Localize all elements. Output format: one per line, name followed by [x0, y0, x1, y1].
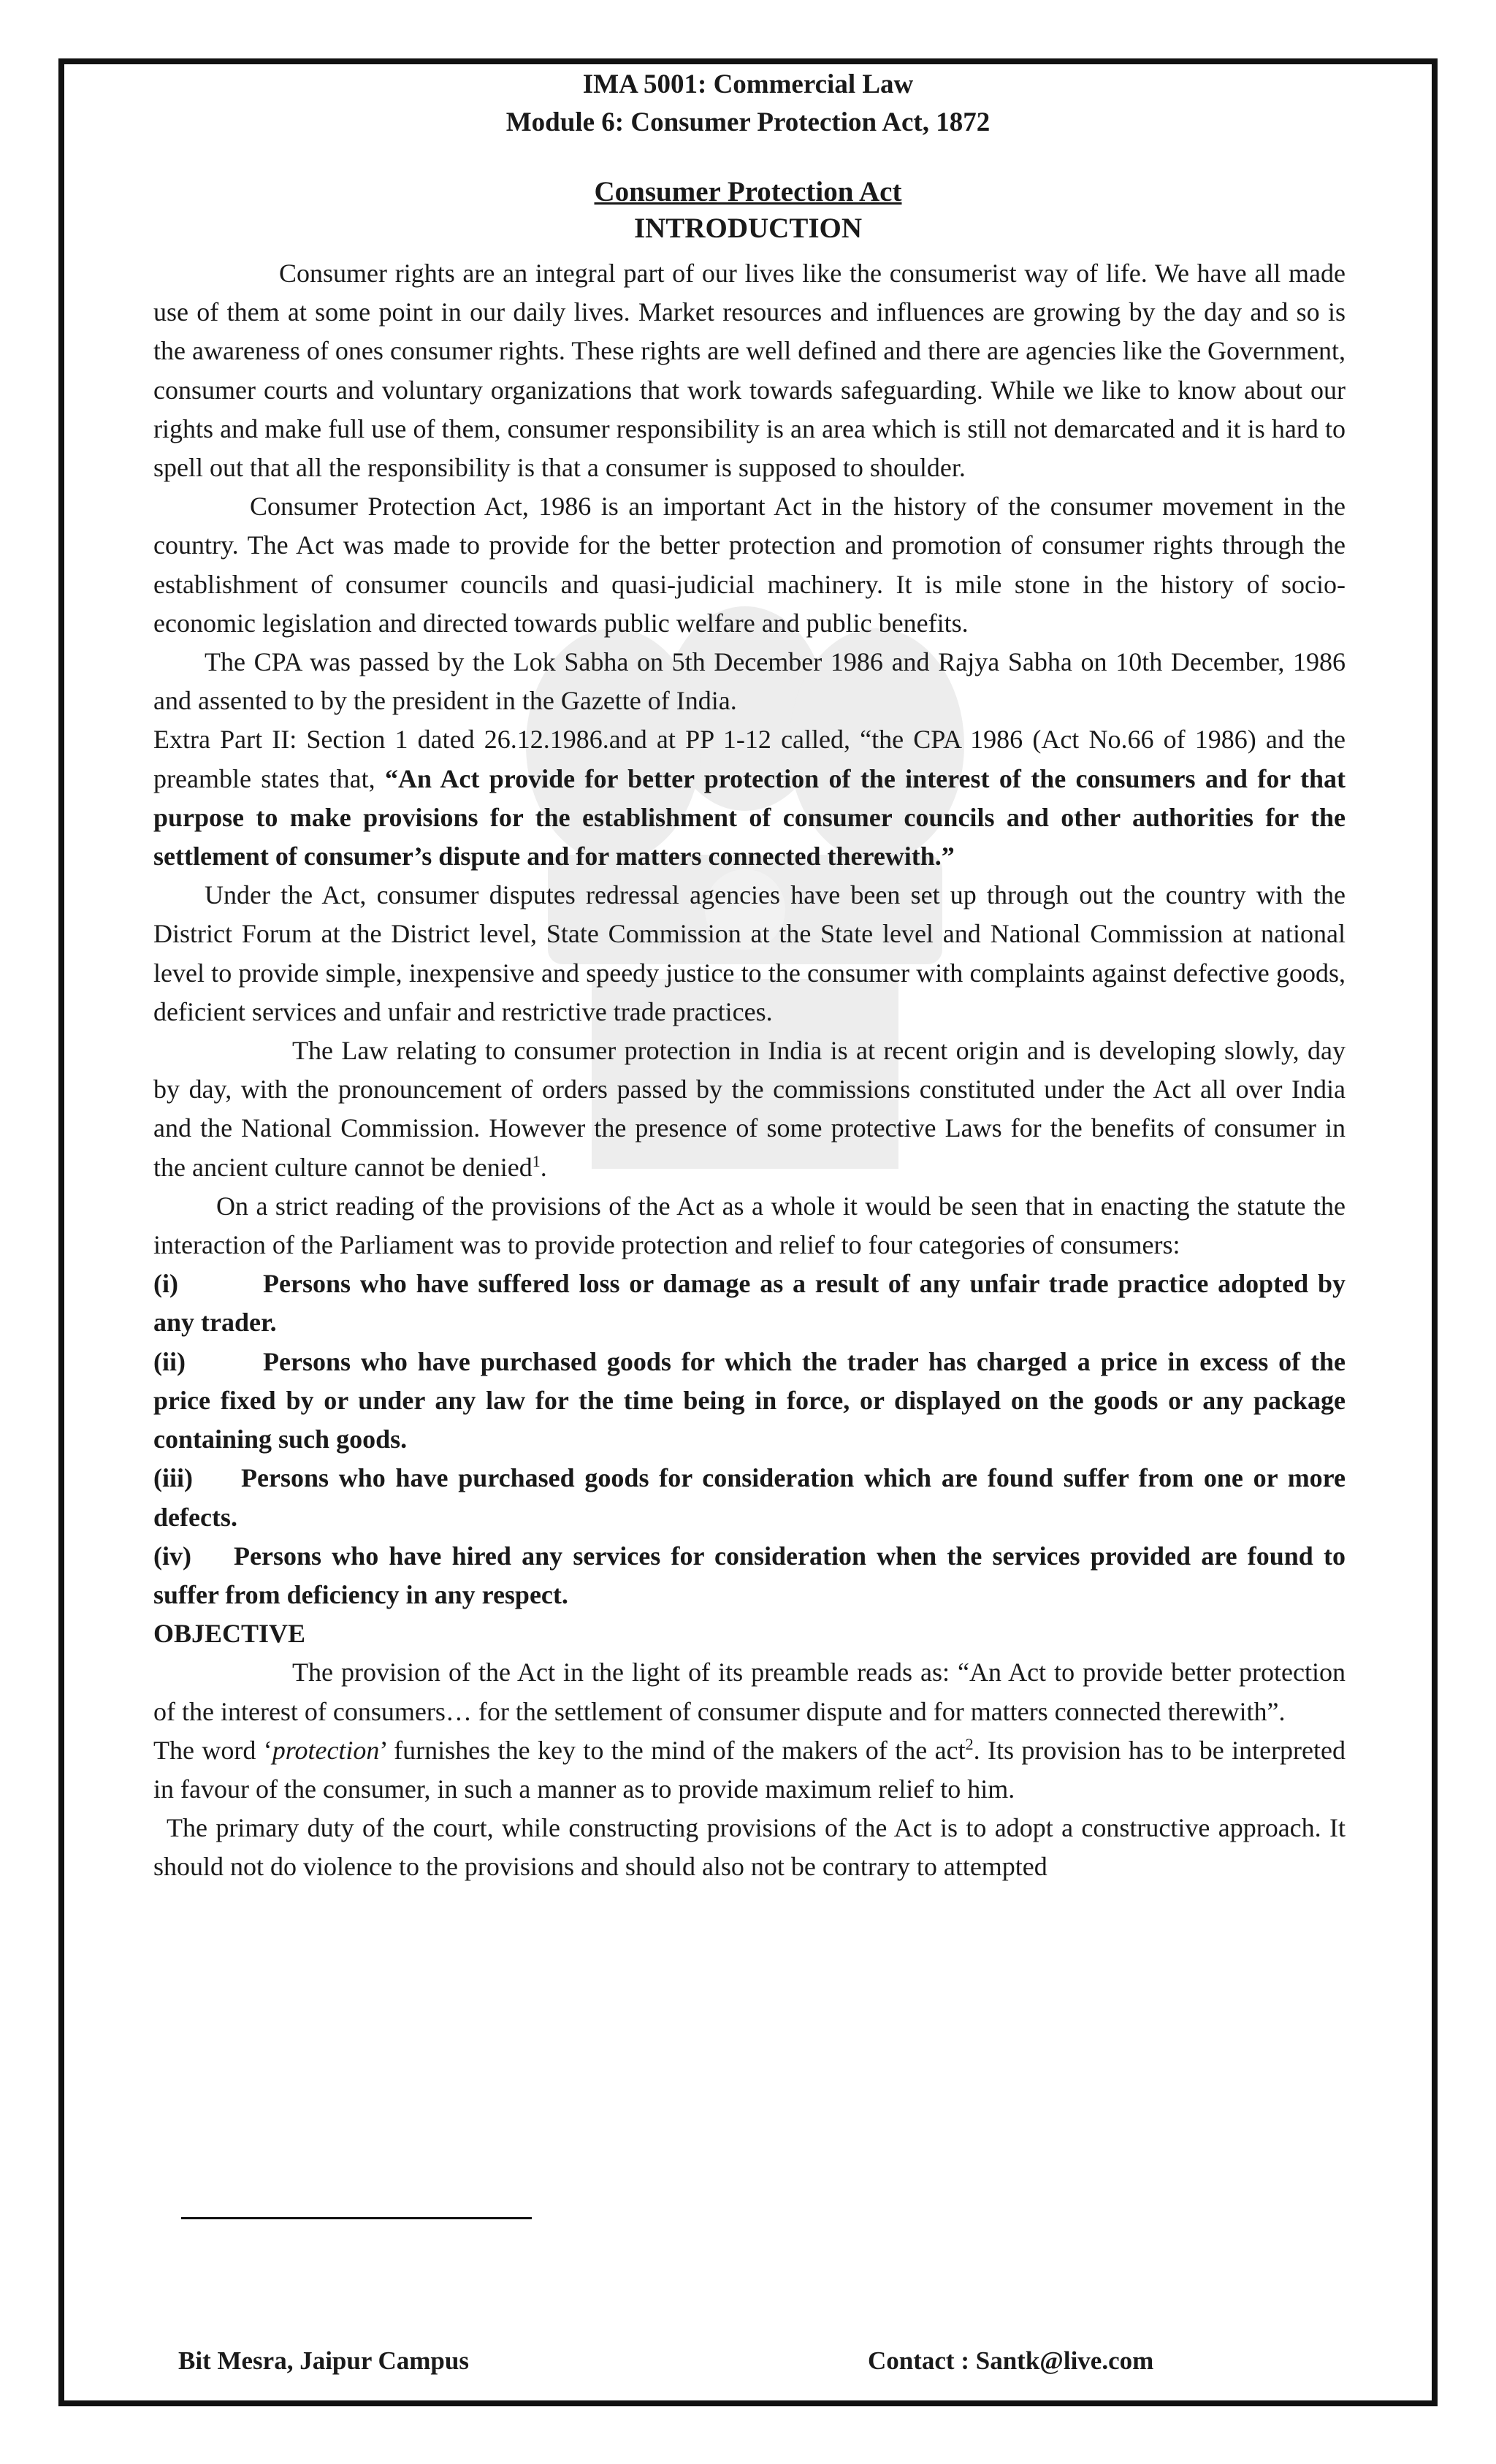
course-title: IMA 5001: Commercial Law [582, 69, 914, 99]
paragraph: The provision of the Act in the light of its preamble reads as: “An Act to provide better protection of the interest of consumers… for the settlement of consumer dispute and for matters connected therewith”. [153, 1658, 1346, 1726]
list-number: (iii) [153, 1463, 193, 1493]
list-item [153, 1459, 1346, 1536]
paragraph: Consumer rights are an integral part of our lives like the consumerist way of life. We have all made use of them at some point in our daily lives. Market resources and influences are growing by the day and so is the awareness of ones consumer rights. These rights are well defined and there are agencies like the Government, consumer courts and voluntary organizations that work towards safeguarding. While we like to know about our rights and make full use of them, consumer responsibility is an area which is still not demarcated and it is hard to spell out that all the responsibility is that a consumer is supposed to shoulder. [153, 259, 1346, 483]
section-heading-objective: OBJECTIVE [153, 1619, 306, 1649]
paragraph-text: The word ‘ [153, 1735, 272, 1765]
paragraph [153, 1031, 1346, 1187]
list-item-text: Persons who have purchased goods for consideration which are found suffer from one or more defects. [153, 1463, 1346, 1532]
footnote-separator [181, 2217, 532, 2219]
list-item-text: Persons who have hired any services for consideration when the services provided are found to suffer from deficiency in any respect. [153, 1541, 1346, 1609]
paragraph-text: Extra Part II: Section 1 dated 26.12.1986.and at PP 1-12 called, “the CPA 1986 (Act No.66 of 1986) and the preamble states that, [153, 725, 1346, 793]
emphasis-word: protection [272, 1735, 380, 1765]
document-body [153, 254, 1346, 1887]
footer-contact: Contact : Santk@live.com [868, 2346, 1154, 2375]
paragraph: On a strict reading of the provisions of the Act as a whole it would be seen that in enacting the statute the interaction of the Parliament was to provide protection and relief to four categories of consumers: [153, 1191, 1346, 1260]
preamble-quote: “An Act provide for better protection of the interest of the consumers and for that purpose to make provisions for the establishment of consumer councils and other authorities for the settlement of consumer’s dispute and for matters connected therewith.” [153, 763, 1346, 871]
paragraph-text: . [540, 1152, 547, 1182]
section-heading-introduction: INTRODUCTION [633, 213, 863, 244]
paragraph [153, 1731, 1346, 1809]
list-item [153, 1537, 1346, 1614]
list-number: (iv) [153, 1541, 191, 1571]
paragraph: The CPA was passed by the Lok Sabha on 5th December 1986 and Rajya Sabha on 10th December, 1986 and assented to by the president in the Gazette of India. [153, 647, 1346, 716]
list-item [153, 1343, 1346, 1460]
footnote-ref: 1 [532, 1151, 541, 1170]
paragraph: The primary duty of the court, while constructing provisions of the Act is to adopt a constructive approach. It should not do violence to the provisions and should also not be contrary to attempted [153, 1813, 1346, 1882]
footer-institution: Bit Mesra, Jaipur Campus [178, 2346, 469, 2375]
list-item-text: Persons who have purchased goods for which the trader has charged a price in excess of the price fixed by or under any law for the time being in force, or displayed on the goods or any package containing such goods. [153, 1346, 1346, 1454]
list-number: (ii) [153, 1346, 186, 1376]
paragraph-text: The Law relating to consumer protection in India is at recent origin and is developing slowly, day by day, with the pronouncement of orders passed by the commissions constituted under the Act all over India and the National Commission. However the presence of some protective Laws for the benefits of consumer in the ancient culture cannot be denied [153, 1036, 1346, 1182]
footnote-ref: 2 [965, 1734, 974, 1753]
paragraph [153, 720, 1346, 876]
paragraph: Consumer Protection Act, 1986 is an important Act in the history of the consumer movement in the country. The Act was made to provide for the better protection and promotion of consumer rights through the establishment of consumer councils and quasi-judicial machinery. It is mile stone in the history of socio-economic legislation and directed towards public welfare and public benefits. [153, 492, 1346, 638]
document-title: Consumer Protection Act [594, 176, 902, 207]
list-item-text: Persons who have suffered loss or damage as a result of any unfair trade practice adopted by any trader. [153, 1269, 1346, 1338]
paragraph-text: ’ furnishes the key to the mind of the makers of the act [379, 1735, 966, 1765]
paragraph: Under the Act, consumer disputes redressal agencies have been set up through out the country with the District Forum at the District level, State Commission at the State level and National Commission at national level to provide simple, inexpensive and speedy justice to the consumer with complaints against defective goods, deficient services and unfair and restrictive trade practices. [153, 880, 1346, 1026]
list-number: (i) [153, 1269, 178, 1299]
list-item [153, 1265, 1346, 1342]
paragraph-text: . Its provision has to be interpreted in favour of the consumer, in such a manner as to provide maximum relief to him. [153, 1735, 1346, 1804]
module-title: Module 6: Consumer Protection Act, 1872 [505, 107, 991, 137]
